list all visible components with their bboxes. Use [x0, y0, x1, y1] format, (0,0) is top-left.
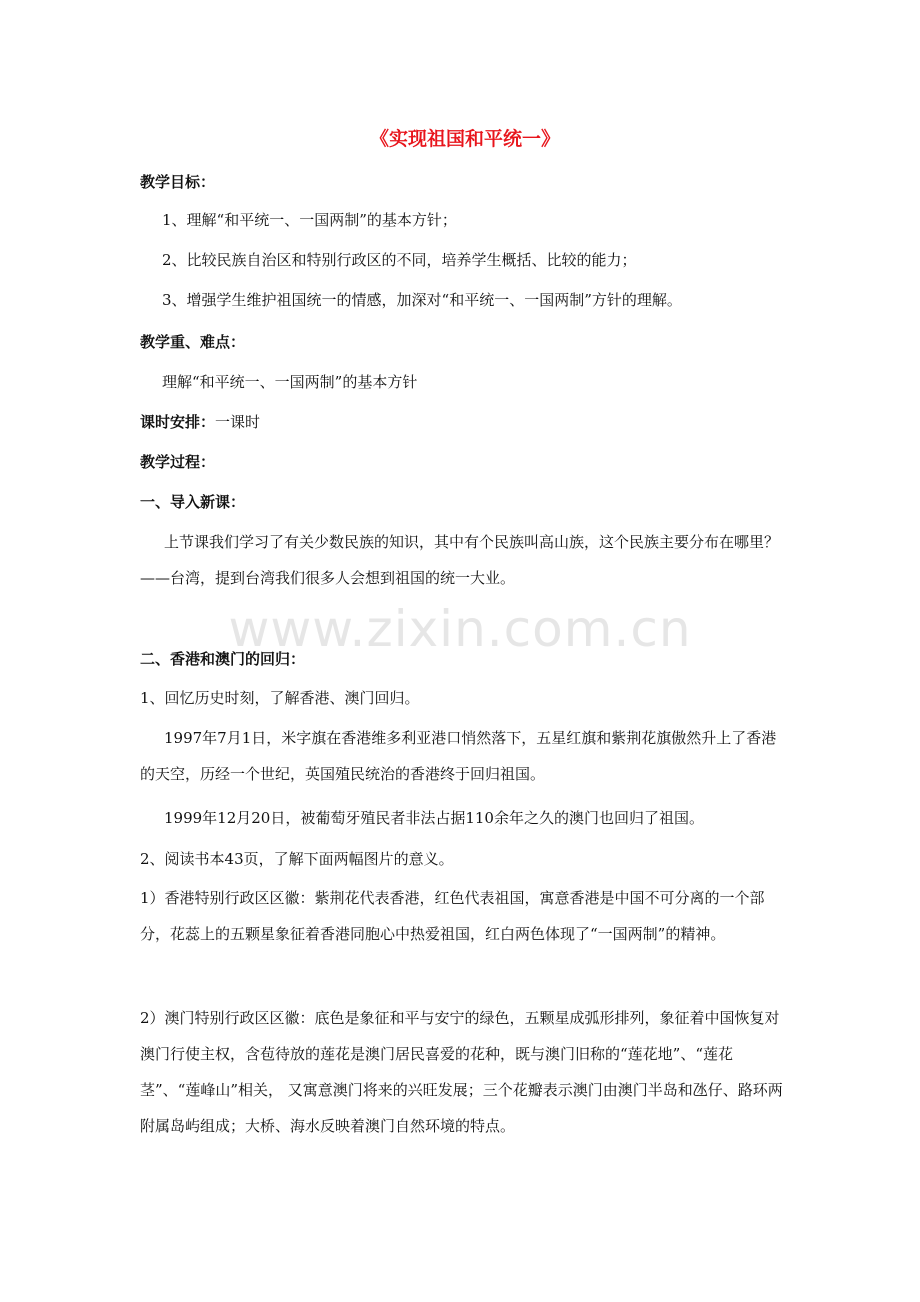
macau-emblem-paragraph: 2）澳门特别行政区区徽：底色是象征和平与安宁的绿色，五颗星成弧形排列，象征着中国恢复对澳门行使主权，含苞待放的莲花是澳门居民喜爱的花种，既与澳门旧称的“莲花地”、“莲花茎”、“莲峰山”相关， 又寓意澳门将来的兴旺发展；三个花瓣表示澳门由澳门半岛和氹仔、路环两附属岛屿组成；大桥、海水反映着澳门自然环境的特点。: [140, 1009, 783, 1135]
schedule-line: [140, 412, 260, 432]
key-points-text: 理解“和平统一、一国两制”的基本方针: [162, 373, 418, 391]
section2-heading: 二、香港和澳门的回归：: [140, 650, 306, 668]
section2-paragraph-1999: 1999年12月20日，被葡萄牙殖民者非法占据110余年之久的澳门也回归了祖国。: [164, 809, 704, 827]
section2-item-1: 1、回忆历史时刻，了解香港、澳门回归。: [140, 689, 420, 707]
objective-item-2: 2、比较民族自治区和特别行政区的不同，培养学生概括、比较的能力；: [162, 251, 637, 269]
hongkong-emblem-paragraph: 1）香港特别行政区区徽：紫荆花代表香港，红色代表祖国，寓意香港是中国不可分离的一个部分，花蕊上的五颗星象征着香港同胞心中热爱祖国，红白两色体现了“一国两制”的精神。: [140, 889, 765, 943]
key-points-heading: 教学重、难点：: [140, 333, 246, 351]
watermark: www.zixin.com.cn: [228, 600, 692, 658]
objective-item-3: 3、增强学生维护祖国统一的情感，加深对“和平统一、一国两制”方针的理解。: [162, 291, 682, 309]
page-title: 《实现祖国和平统一》: [369, 128, 560, 150]
schedule-value: 一课时: [215, 413, 261, 431]
process-heading: 教学过程：: [140, 453, 216, 471]
objective-item-1: 1、理解“和平统一、一国两制”的基本方针；: [162, 211, 457, 229]
schedule-heading: 课时安排：: [140, 413, 216, 431]
section1-heading: 一、导入新课：: [140, 493, 246, 511]
objectives-heading: 教学目标：: [140, 173, 216, 191]
section2-paragraph-1997: 1997年7月1日，米字旗在香港维多利亚港口悄然落下，五星红旗和紫荆花旗傲然升上了香港的天空，历经一个世纪，英国殖民统治的香港终于回归祖国。: [140, 729, 777, 783]
section2-item-2: 2、阅读书本43页，了解下面两幅图片的意义。: [140, 850, 454, 868]
section1-paragraph: 上节课我们学习了有关少数民族的知识，其中有个民族叫高山族，这个民族主要分布在哪里？——台湾，提到台湾我们很多人会想到祖国的统一大业。: [140, 533, 780, 587]
